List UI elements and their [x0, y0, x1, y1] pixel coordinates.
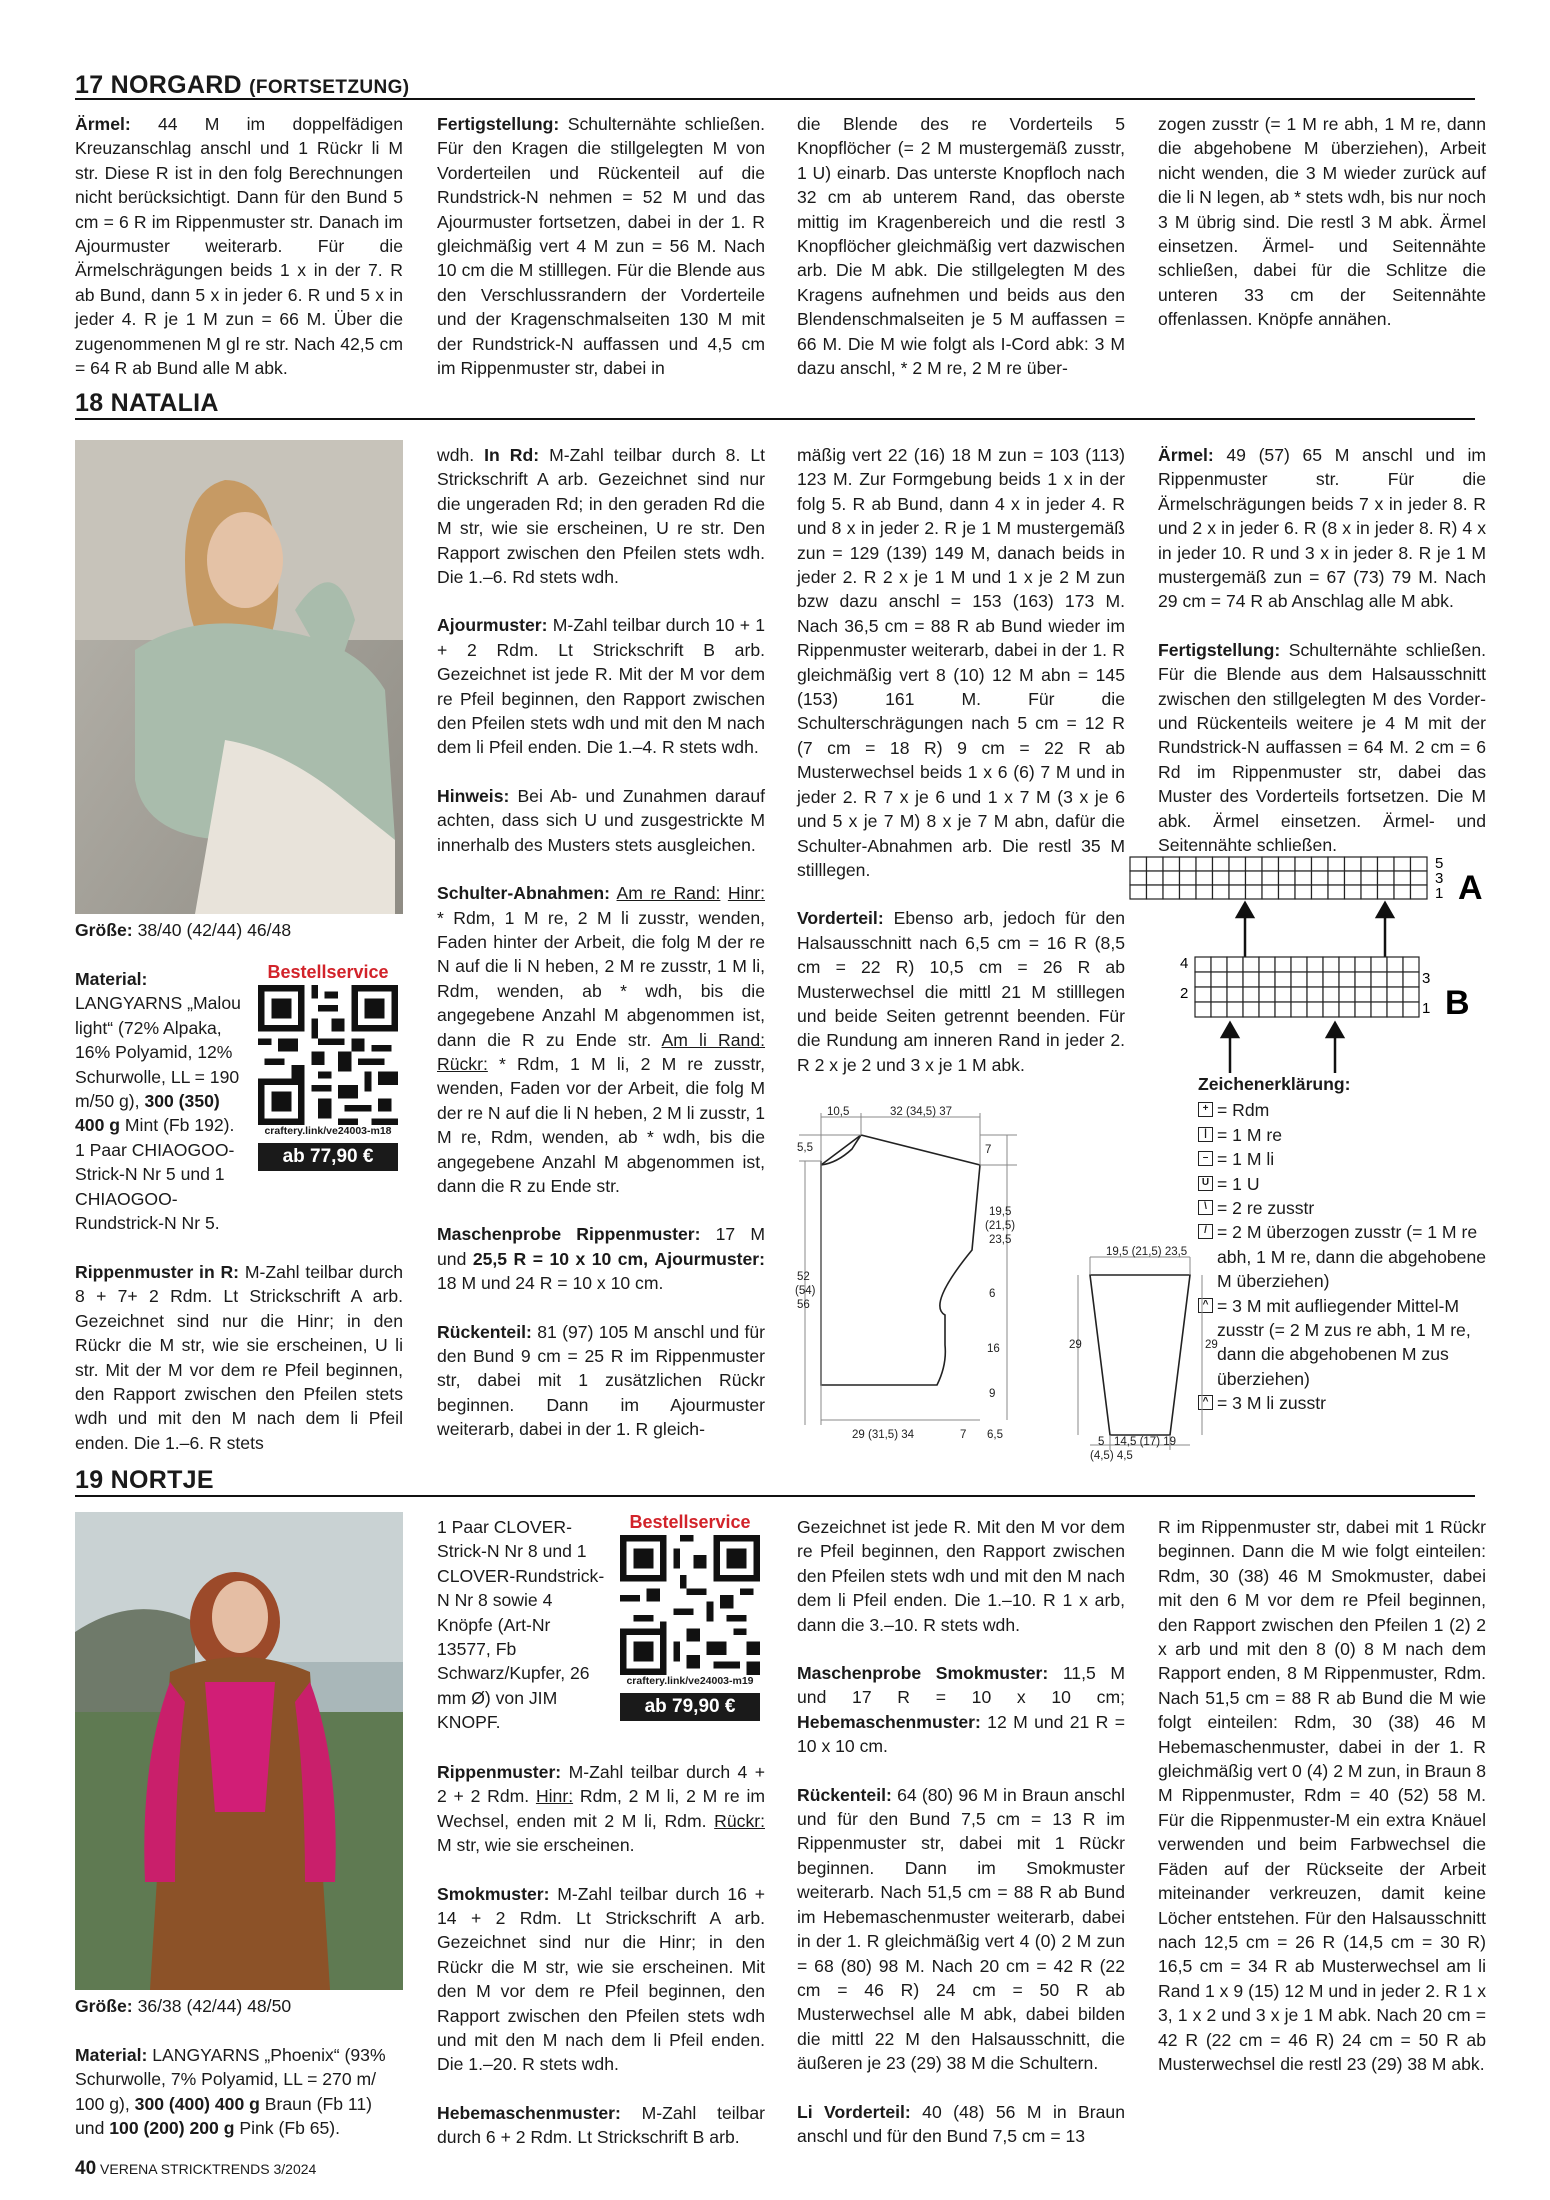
order-link[interactable]: craftery.link/ve24003-m19: [626, 1675, 754, 1687]
magazine-name: VERENA STRICKTRENDS 3/2024: [100, 2161, 317, 2177]
qr-code[interactable]: [620, 1535, 760, 1675]
symbol-legend: [1198, 1072, 1488, 1416]
photo-nortje: [75, 1512, 403, 1990]
chart-a-row-3: 3: [1435, 870, 1444, 887]
dim-7b: 7: [960, 1429, 967, 1441]
chart-b-row-4: 4: [1180, 955, 1189, 972]
s17-col4: zogen zusstr (= 1 M re abh, 1 M re, dann die abgehobene M überziehen), Arbeit nicht wenden, die 3 M wieder zurück auf die li N legen, ab * stets wdh, bis nur noch 3 M übrig sind. Die restl 3 M abk. Ärmel einsetzen. Ärmel- und Seitennähte schließen, dabei für die Schlitze die unteren 33 cm der Seitennähte offenlassen. Knöpfe annähen.: [1158, 114, 1486, 330]
legend-item: [1198, 1196, 1488, 1220]
legend-item: [1198, 1098, 1488, 1122]
dim-54: (54): [795, 1285, 816, 1297]
sleeve-b2: (4,5) 4,5: [1090, 1450, 1133, 1462]
legend-item: [1198, 1220, 1488, 1293]
price-badge: ab 77,90 €: [258, 1143, 398, 1171]
legend-text: = 1 M li: [1217, 1149, 1275, 1170]
dim-7: 7: [985, 1144, 992, 1156]
page-footer: [75, 2158, 316, 2180]
dim-6-5: 6,5: [987, 1429, 1003, 1441]
legend-text: = 2 M überzogen zusstr (= 1 M re abh, 1 M re, dann die abgehobene M überziehen): [1217, 1222, 1487, 1292]
legend-text: = 3 M mit aufliegender Mittel-M zusstr (= 2 M zus re abh, 1 M re, dann die abgehobenen M zus überziehen): [1217, 1295, 1471, 1389]
sleeve-schematic: [1069, 1245, 1230, 1462]
legend-text: = Rdm: [1217, 1100, 1270, 1121]
s19-col3: Gezeichnet ist jede R. Mit den M vor dem re Pfeil beginnen, den Rapport zwischen den Pfeilen stets wdh und mit den M nach dem li Pfeil enden. Die 1.–10. R 1 x arb, dann die 3.–10. R stets wdh. Maschenprobe Smokmuster: 11,5 M und 17 R = 10 x 10 cm; Hebemaschenmuster: 12 M und 21 R = 10 x 10 cm. Rückenteil: 64 (80) 96 M in Braun anschl und für den Bund 7,5 cm = 13 R im Rippenmuster str, dabei mit 1 Rückr beginnen. Dann im Smokmuster weiterarb. Nach 51,5 cm = 88 R ab Bund im Hebemaschenmuster weiterarb, dabei in der 1. R gleichmäßig vert 4 (0) 2 M zun = 68 (80) 98 M. Nach 20 cm = 42 R (22 cm = 46 R) 24 cm = 50 R ab Musterwechsel alle M abk, dabei bilden die mittl 22 M den Halsausschnitt, die äußeren je 23 (29) 38 M die Schultern. Li Vorderteil: 40 (48) 56 M in Braun anschl und für den Bund 7,5 cm = 13: [797, 1517, 1126, 2146]
dim-56: 56: [797, 1299, 810, 1311]
legend-symbol-icon: U: [1198, 1176, 1213, 1191]
s18-col2: wdh. In Rd: M-Zahl teilbar durch 8. Lt Strickschrift A arb. Gezeichnet sind nur die ungeraden Rd; in den geraden Rd die M str, wie sie erscheinen, U re str. Den Rapport zwischen den Pfeilen stets wdh. Die 1.–6. Rd stets wdh. Ajourmuster: M-Zahl teilbar durch 10 + 1 + 2 Rdm. Lt Strickschrift B arb. Gezeichnet ist jede R. Mit der M vor dem re Pfeil beginnen, den Rapport zwischen den Pfeilen stets wdh und mit den M nach dem li Pfeil enden. Die 1.–4. R stets wdh. Hinweis: Bei Ab- und Zunahmen darauf achten, dass sich U und zusgestrickte M innerhalb des Musters stets ausgleichen. Schulter-Abnahmen: Am re Rand: Hinr: * Rdm, 1 M re, 2 M li zusstr, wenden, Faden hinter der Arbeit, die folg M der re N auf die li N heben, 2 M re zusstr, 1 M li, Rdm, wenden, ab * wdh, bis die angegebene Anzahl M abgenommen ist, dann die R zu Ende str. Am li Rand: Rückr: * Rdm, 1 M li, 2 M re zusstr, wenden, Faden vor der Arbeit, die folg M der re N auf die li N heben, 2 M li zusstr, 1 M re, Rdm, wenden, ab * wdh, bis die angegebene Anzahl M abgenommen ist, dann die R zu Ende str. Maschenprobe Rippenmuster: 17 M und 25,5 R = 10 x 10 cm, Ajourmuster: 18 M und 24 R = 10 x 10 cm. Rückenteil: 81 (97) 105 M anschl und für den Bund 9 cm = 25 R im Rippenmuster str, dabei mit 1 zusätzlichen Rückr beginnen. Dann im Ajourmuster weiterarb, dabei in der 1. R gleich-: [437, 445, 766, 1440]
legend-symbol-icon: –: [1198, 1151, 1213, 1166]
legend-symbol-icon: ^: [1198, 1395, 1213, 1410]
knitting-chart-b: [1180, 955, 1480, 1075]
s19-needles: 1 Paar CLOVER-Strick-N Nr 8 und 1 CLOVER-Rundstrick-N Nr 8 sowie 4 Knöpfe (Art-Nr 13577, Fb Schwarz/Kupfer, 26 mm Ø) von JIM KNOPF.: [437, 1517, 605, 1733]
sleeve-b3: 14,5 (17) 19: [1114, 1436, 1177, 1448]
legend-item: [1198, 1147, 1488, 1171]
photo-natalia: [75, 440, 403, 914]
s18-col3: mäßig vert 22 (16) 18 M zun = 103 (113) 123 M. Zur Formgebung beids 1 x in der folg 5. R ab Bund, dann 4 x in jeder 4. R und 8 x in jeder 2. R je 1 M mustergemäß zun = 129 (139) 149 M, danach beids in jeder 2. R 2 x je 1 M und 1 x je 2 M zun bzw dazu anschl = 153 (163) 173 M. Nach 36,5 cm = 88 R ab Bund wieder im Rippenmuster weiterarb, dabei in der 1. R gleichmäßig vert 8 (10) 12 M abn = 145 (153) 161 M. Für die Schulterschrägungen nach 5 cm = 12 R (7 cm = 18 R) 9 cm = 22 R ab Musterwechsel beids 1 x 6 (6) 7 M und in jeder 2. R 7 x je 6 und 1 x 7 M (3 x je 6 und 5 x je 7 M) 8 x je 7 M abn, dafür die Schulter-Abnahmen arb. Die restl 35 M stilllegen. Vorderteil: Ebenso arb, jedoch für den Halsausschnitt nach 6,5 cm = 16 R (8,5 cm = 22 R) 10,5 cm = 26 R ab Musterwechsel die mittl 21 M stilllegen und beide Seiten getrennt beenden. Für die Rundung am inneren Rand in jeder 2. R 2 x je 2 und 3 x je 1 M abk.: [797, 445, 1125, 1075]
s19-col4: R im Rippenmuster str, dabei mit 1 Rückr beginnen. Dann die M wie folgt einteilen: Rdm, 30 (38) 46 M Smokmuster, dabei mit den 6 M vor dem re Pfeil beginnen, den Rapport zwischen den Pfeilen 1 (2) 2 x arb und mit den 8 (0) 8 M nach dem Rapport enden, 8 M Rippenmuster, Rdm. Nach 51,5 cm = 88 R ab Bund die M wie folgt einteilen: Rdm, 30 (38) 46 M Hebemaschenmuster, dabei in der 1. R gleichmäßig vert 0 (4) 2 M zun, in Braun 8 M Rippenmuster, Rdm = 40 (52) 58 M. Für die Rippenmuster-M ein extra Knäuel verwenden und beim Farbwechsel die Fäden auf der Rückseite der Arbeit miteinander verkreuzen, damit keine Löcher entstehen. Für den Halsausschnitt nach 12,5 cm = 26 R (14,5 cm = 30 R) 16,5 cm = 34 R ab Musterwechsel am li Rand 1 x 9 (15) 12 M und in jeder 2. R 1 x 3, 1 x 2 und 3 x je 1 M abk. Nach 20 cm = 42 R (22 cm = 46 R) 24 cm = 50 R ab Musterwechsel die restl 23 (29) 38 M abk.: [1158, 1517, 1486, 2074]
s19-order-box[interactable]: [620, 1512, 760, 1721]
legend-symbol-icon: |: [1198, 1127, 1213, 1142]
legend-symbol-icon: \: [1198, 1200, 1213, 1215]
order-service-label: Bestellservice: [267, 962, 389, 982]
legend-text: = 1 U: [1217, 1173, 1260, 1194]
order-link[interactable]: craftery.link/ve24003-m18: [264, 1125, 392, 1137]
dim-32: 32 (34,5) 37: [890, 1106, 953, 1118]
chart-b-row-2: 2: [1180, 985, 1189, 1002]
chart-b-row-3: 3: [1422, 970, 1431, 987]
dim-21-5: (21,5): [985, 1220, 1016, 1232]
dim-52: 52: [797, 1271, 810, 1283]
section-title-19: 19 NORTJE: [75, 1465, 1475, 1497]
legend-text: = 1 M re: [1217, 1124, 1283, 1145]
s17-col3: die Blende des re Vorderteils 5 Knopflöcher (= 2 M mustergemäß zusstr, 1 U) einarb. Das unterste Knopfloch nach 32 cm ab unterem Rand, das oberste mittig im Kragenbereich und die restl 3 Knopflöcher gleichmäßig vert dazwischen arb. Die M abk. Die stillgelegten M des Kragens aufnehmen und beids aus den Blendenschmalseiten je 5 M auffassen = 66 M. Die M wie folgt als I-Cord abk: 3 M dazu anschl, * 2 M re, 2 M re über-: [797, 114, 1125, 379]
s18-rippen: Rippenmuster in R: M-Zahl teilbar durch 8 + 7+ 2 Rdm. Lt Strickschrift A arb. Gezeichnet sind nur die Hinr; in den Rückr die M str, wie sie erscheinen, U li str. Mit der M vor dem re Pfeil beginnen, den Rapport zwischen den Pfeilen stets wdh und mit den M nach dem li Pfeil enden. Die 1.–6. R stets: [75, 1262, 404, 1453]
dim-16: 16: [987, 1343, 1000, 1355]
qr-code[interactable]: [258, 985, 398, 1125]
sleeve-right: 29: [1205, 1339, 1218, 1351]
chart-a-label: A: [1458, 869, 1483, 907]
sleeve-left: 29: [1069, 1339, 1082, 1351]
legend-title: Zeichenerklärung:: [1198, 1074, 1351, 1094]
legend-text: = 3 M li zusstr: [1217, 1393, 1327, 1414]
sleeve-top: 19,5 (21,5) 23,5: [1106, 1246, 1188, 1258]
legend-item: [1198, 1391, 1488, 1415]
s18-size: Größe: 38/40 (42/44) 46/48: [75, 920, 292, 940]
legend-symbol-icon: /: [1198, 1224, 1213, 1239]
dim-5-5: 5,5: [797, 1142, 813, 1154]
sleeve-b1: 5: [1098, 1436, 1105, 1448]
order-service-label: Bestellservice: [629, 1512, 751, 1532]
s18-order-box[interactable]: [258, 962, 398, 1171]
legend-item: [1198, 1294, 1488, 1392]
legend-item: [1198, 1123, 1488, 1147]
chart-a-row-1: 1: [1435, 885, 1444, 902]
knitting-chart-a: [1130, 855, 1483, 965]
s17-col2: Fertigstellung: Schulternähte schließen. Für den Kragen die stillgelegten M von Vorderteilen und Rückenteil auf die Rundstrick-N nehmen = 52 M und das Ajourmuster fortsetzen, dabei in der 1. R gleichmäßig vert 4 M zun = 56 M. Nach 10 cm die M stilllegen. Für die Blende aus den Verschlussrandern der Vorderteile und der Kragenschmalseiten 130 M mit der Rundstrick-N auffassen und 4,5 cm im Rippenmuster str, dabei in: [437, 114, 765, 379]
chart-a-row-5: 5: [1435, 855, 1444, 872]
s19-size: Größe: 36/38 (42/44) 48/50: [75, 1996, 292, 2016]
legend-item: [1198, 1172, 1488, 1196]
s18-col4: Ärmel: 49 (57) 65 M anschl und im Rippenmuster str. Für die Ärmelschrägungen beids 7 x in jeder 8. R und 2 x in jeder 6. R (8 x in jeder 8. R) 4 x in jeder 10. R und 3 x in jeder 8. R je 1 M mustergemäß zun = 67 (73) 79 M. Nach 29 cm = 74 R ab Anschlag alle M abk. Fertigstellung: Schulternähte schließen. Für die Blende aus dem Halsausschnitt zwischen den stillgelegten M des Vorder- und Rückenteils weitere je 4 M mit der Rundstrick-N auffassen = 64 M. 2 cm = 6 Rd im Rippenmuster str, dabei das Muster des Vorderteils fortsetzen. Die M abk. Ärmel einsetzen. Ärmel- und Seitennähte schließen.: [1158, 445, 1487, 856]
dim-6: 6: [989, 1288, 996, 1300]
price-badge: ab 79,90 €: [620, 1693, 760, 1721]
dim-10-5: 10,5: [827, 1106, 850, 1118]
legend-symbol-icon: +: [1198, 1102, 1213, 1117]
legend-text: = 2 re zusstr: [1217, 1198, 1315, 1219]
s18-material: Material: LANGYARNS „Malou light“ (72% Alpaka, 16% Polyamid, 12% Schurwolle, LL = 190 m/50 g), 300 (350) 400 g Mint (Fb 192). 1 Paar CHIAOGOO-Strick-N Nr 5 und 1 CHIAOGOO-Rundstrick-N Nr 5.: [75, 969, 241, 1234]
chart-b-label: B: [1445, 984, 1470, 1022]
section-title-17: 17 NORGARD (FORTSETZUNG): [75, 70, 1475, 100]
dim-9: 9: [989, 1388, 996, 1400]
page-number: 40: [75, 2158, 97, 2179]
dim-29: 29 (31,5) 34: [852, 1429, 915, 1441]
dim-23-5: 23,5: [989, 1234, 1012, 1246]
legend-symbol-icon: ^: [1198, 1298, 1213, 1313]
dim-19-5: 19,5: [989, 1206, 1012, 1218]
s19-material: Material: LANGYARNS „Phoenix“ (93% Schurwolle, 7% Polyamid, LL = 270 m/ 100 g), 300 (400) 400 g Braun (Fb 11) und 100 (200) 200 g Pink (Fb 65).: [75, 2045, 386, 2139]
chart-b-row-1: 1: [1422, 1000, 1431, 1017]
s19-col2: Rippenmuster: M-Zahl teilbar durch 4 + 2 + 2 Rdm. Hinr: Rdm, 2 M li, 2 M re im Wechsel, enden mit 2 M li, Rdm. Rückr: M str, wie sie erscheinen. Smokmuster: M-Zahl teilbar durch 16 + 14 + 2 Rdm. Lt Strickschrift A arb. Gezeichnet sind nur die Hinr; in den Rückr die M str, wie sie erscheinen. Mit den M vor dem re Pfeil beginnen, den Rapport zwischen den Pfeilen stets wdh und mit den M nach dem li Pfeil enden. Die 1.–20. R stets wdh. Hebemaschenmuster: M-Zahl teilbar durch 6 + 2 Rdm. Lt Strickschrift B arb.: [437, 1762, 766, 2148]
s17-col1: Ärmel: 44 M im doppelfädigen Kreuzanschlag anschl und 1 Rückr li M str. Diese R ist in den folg Berechnungen nicht berücksichtigt. Dann für den Bund 5 cm = 6 R im Rippenmuster str. Danach im Ajourmuster weiterarb. Für die Ärmelschrägungen beids 1 x in der 7. R ab Bund, dann 5 x in jeder 6. R und 5 x in jeder 4. R je 1 M zun = 66 M. Über die zugenommenen M gl re str. Nach 42,5 cm = 64 R ab Bund alle M abk.: [75, 114, 403, 379]
section-title-18: 18 NATALIA: [75, 388, 1475, 420]
